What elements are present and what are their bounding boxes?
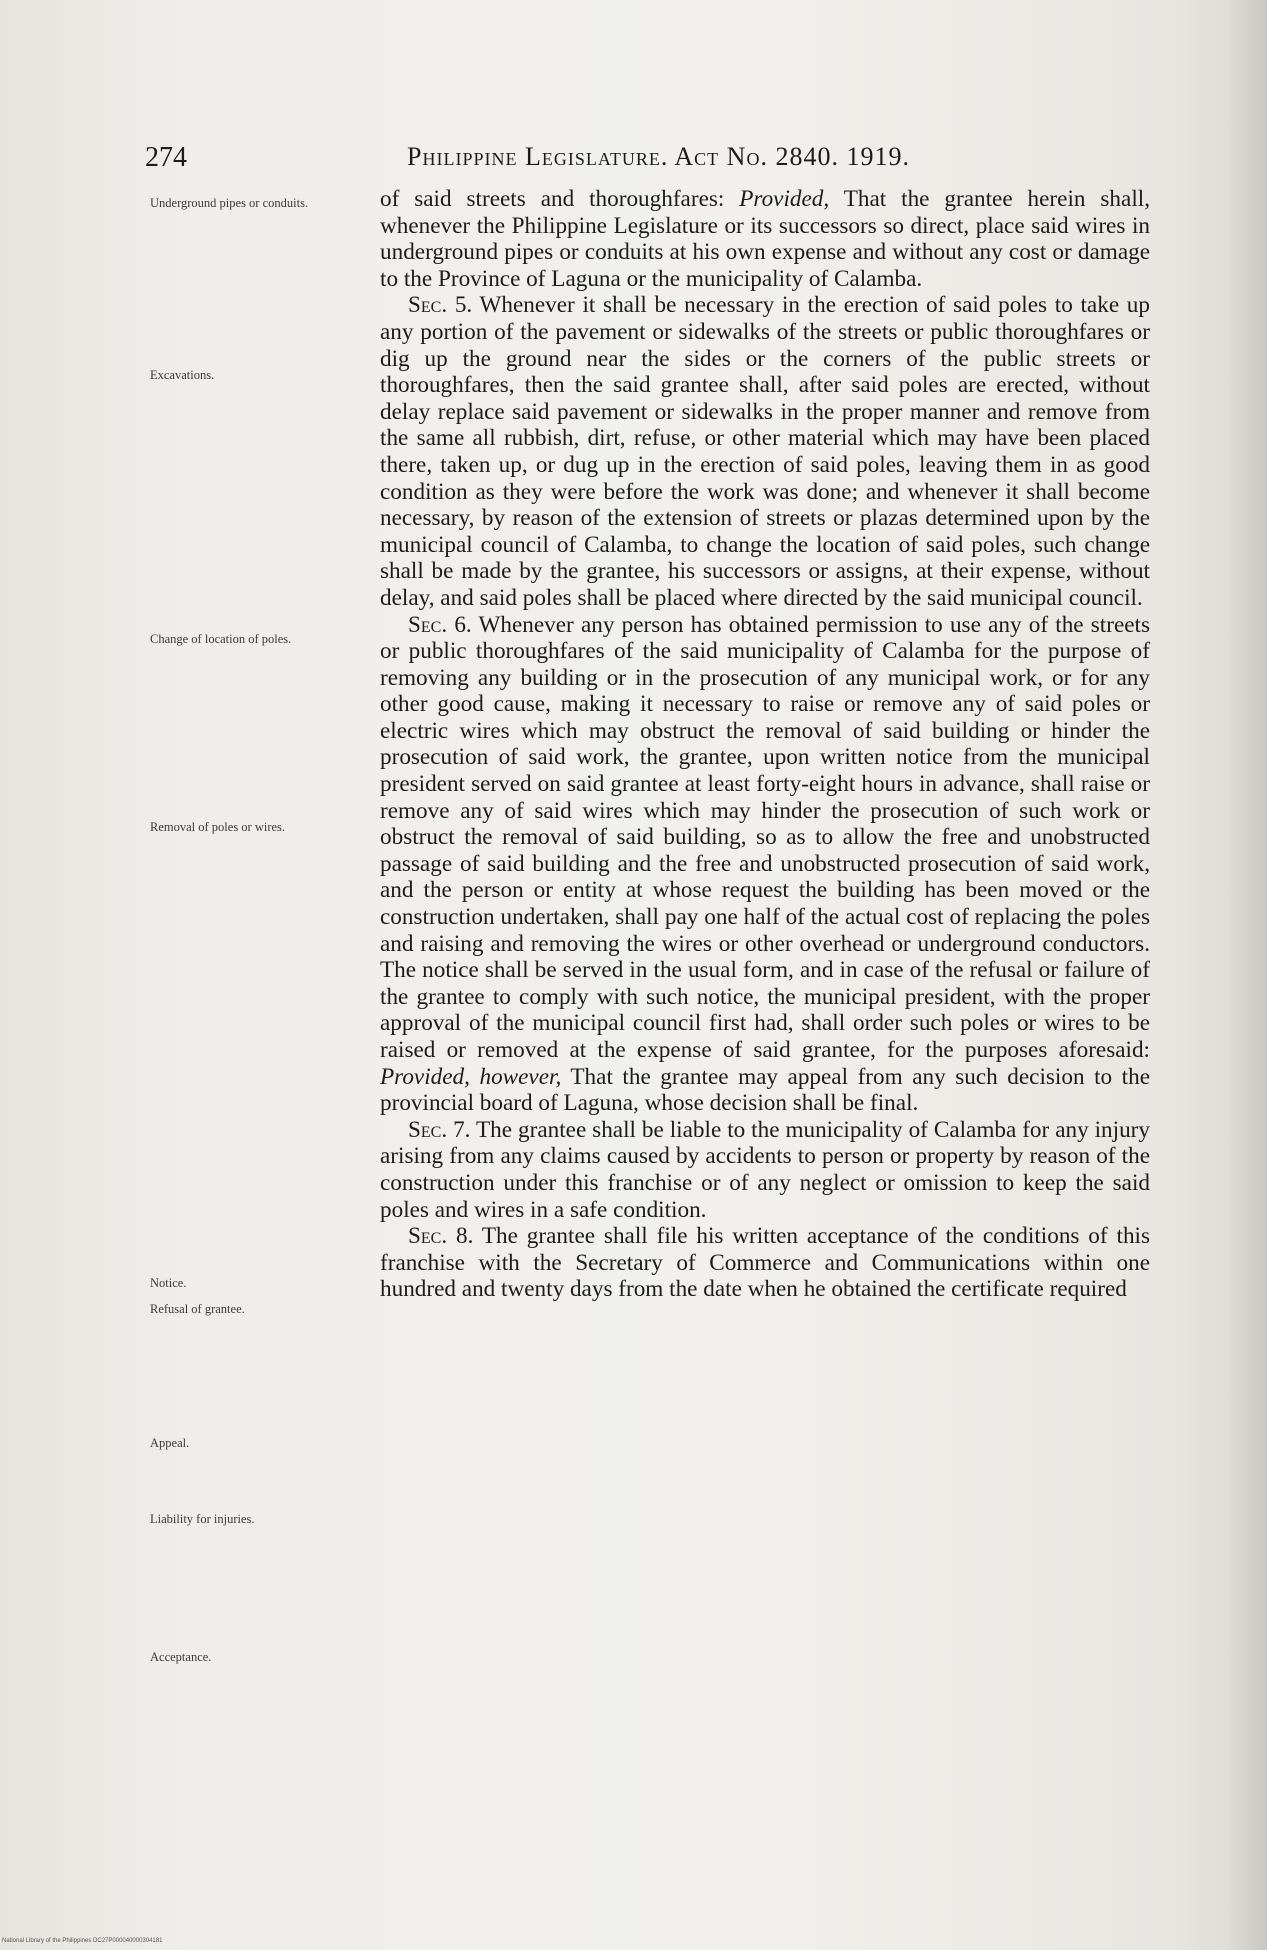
section-8: Sec. 8. The grantee shall file his written acceptance of the conditions of this franchise with the Secretary of Commerce and Communications within one hundred and twenty days from the date when he obtained the certificate required xyxy=(380,1223,1151,1303)
marginal-notes xyxy=(150,0,390,1950)
section-label: Sec. 5. xyxy=(408,292,473,319)
section-6: Sec. 6. Whenever any person has obtained permission to use any of the streets or public thoroughfares of the said municipality of Calamba for the purpose of removing any building or in the prosecution of any municipal work, or for any other good cause, making it necessary to raise or remove any of said poles or electric wires which may obstruct the removal of said building or hinder the prosecution of said work, the grantee, upon written notice from the municipal president served on said grantee at least forty-eight hours in advance, shall raise or remove any of said wires which may hinder the prosecution of such work or obstruct the removal of said building, so as to allow the free and unobstructed passage of said building and the free and unobstructed prosecution of said work, and the person or entity at whose request the building has been moved or the construction undertaken, shall pay one half of the actual cost of replacing the poles and raising and removing the wires or other overhead or underground conductors. The notice shall be served in the usual form, and in case of the refusal or failure of the grantee to comply with such notice, the municipal president, with the proper approval of the municipal council first had, shall order such poles or wires to be raised or removed at the expense of said grantee, for the purposes aforesaid: Provided, however, That the grantee may appeal from any such decision to the provincial board of Laguna, whose decision shall be final. xyxy=(380,611,1151,1117)
section-label: Sec. 7. xyxy=(408,1116,471,1143)
body-text xyxy=(380,186,1150,1303)
side-note-refusal-of-grantee: Refusal of grantee. xyxy=(150,1302,245,1316)
page-edge-shadow xyxy=(1227,0,1267,1950)
section-label: Sec. 8. xyxy=(408,1223,474,1250)
running-head: Philippine Legislature. Act No. 2840. 1919. xyxy=(407,142,910,171)
paragraph-continuation: of said streets and thoroughfares: Provided, That the grantee herein shall, whenever the Philippine Legislature or its successors so direct, place said wires in underground pipes or conduits at his own expense and without any cost or damage to the Province of Laguna or the municipality of Calamba. xyxy=(380,186,1151,292)
side-note-notice: Notice. xyxy=(150,1276,187,1290)
section-label: Sec. 6. xyxy=(408,611,472,638)
page-number: 274 xyxy=(145,142,187,173)
section-7: Sec. 7. The grantee shall be liable to the municipality of Calamba for any injury arising from any claims caused by accidents to person or property by reason of the construction under this franchise or of any neglect or omission to keep the said poles and wires in a safe condition. xyxy=(380,1116,1150,1223)
side-note-excavations: Excavations. xyxy=(150,368,215,382)
scan-credit: National Library of the Philippines DC27P000040000304181 xyxy=(2,1938,163,1944)
side-note-acceptance: Acceptance. xyxy=(150,1650,212,1664)
side-note-underground-pipes: Underground pipes or conduits. xyxy=(150,196,309,210)
section-5: Sec. 5. Whenever it shall be necessary in the erection of said poles to take up any portion of the pavement or sidewalks of the streets or public thoroughfares or dig up the ground near the sides or the corners of the public streets or thoroughfares, then the said grantee shall, after said poles are erected, without delay replace said pavement or sidewalks in the proper manner and remove from the same all rubbish, dirt, refuse, or other material which may have been placed there, taken up, or dug up in the erection of said poles, leaving them in as good condition as they were before the work was done; and whenever it shall become necessary, by reason of the extension of streets or plazas determined upon by the municipal council of Calamba, to change the location of said poles, such change shall be made by the grantee, his successors or assigns, at their expense, without delay, and said poles shall be placed where directed by the said municipal council. xyxy=(380,292,1150,611)
side-note-appeal: Appeal. xyxy=(150,1436,190,1450)
side-note-change-of-location: Change of location of poles. xyxy=(150,632,292,646)
side-note-removal-of-poles: Removal of poles or wires. xyxy=(150,820,286,834)
side-note-liability: Liability for injuries. xyxy=(150,1512,255,1526)
